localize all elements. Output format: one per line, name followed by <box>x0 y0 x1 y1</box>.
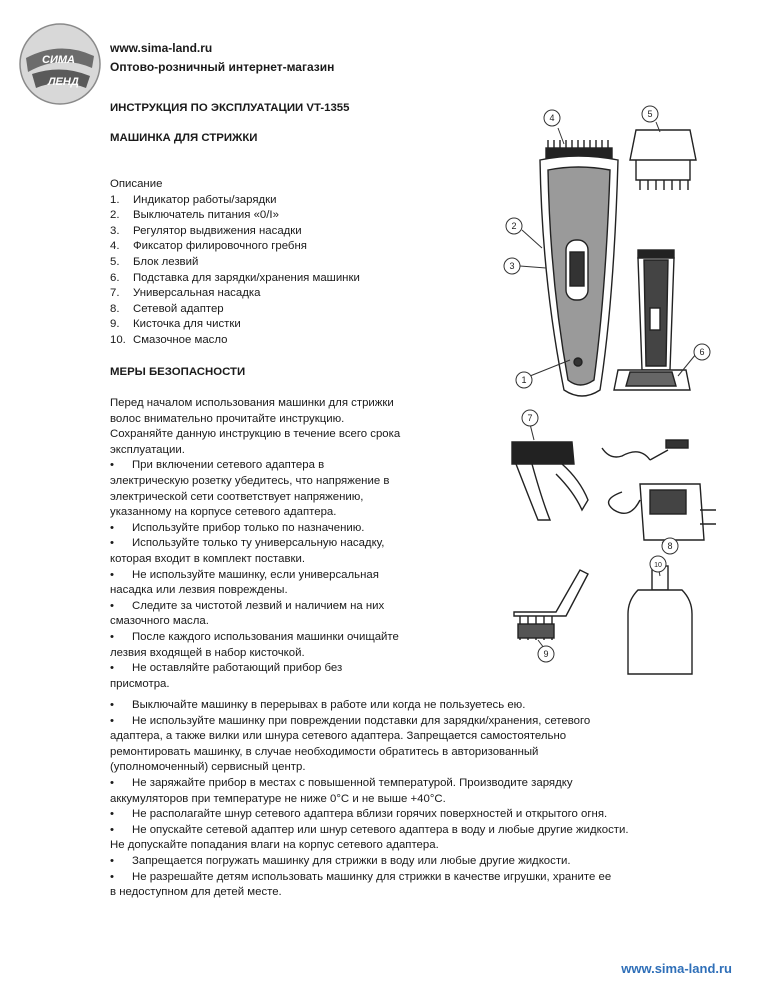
safety-bullet-line <box>110 807 710 823</box>
footer-site-url[interactable]: www.sima-land.ru <box>621 961 732 976</box>
blade-block-illustration <box>630 130 696 190</box>
safety-bullet-text: (уполномоченный) сервисный центр. <box>110 761 306 774</box>
safety-bullet-line <box>110 745 710 761</box>
description-item <box>110 271 360 287</box>
label-6: 6 <box>699 347 705 357</box>
safety-bullet-text: Следите за чистотой лезвий и наличием на них <box>132 599 385 612</box>
bullet-icon: • <box>110 776 114 789</box>
description-item-number: 1. <box>110 193 120 206</box>
safety-bullet-line <box>110 536 455 552</box>
bullet-icon: • <box>110 521 114 534</box>
safety-wide-block <box>110 698 710 901</box>
safety-bullet-text: Используйте только ту универсальную насадку, <box>132 537 385 550</box>
safety-bullet-line <box>110 792 710 808</box>
manual-title: ИНСТРУКЦИЯ ПО ЭКСПЛУАТАЦИИ VT-1355 <box>110 102 350 114</box>
label-4: 4 <box>549 113 555 123</box>
safety-intro-line: Перед началом использования машинки для стрижки <box>110 397 394 409</box>
safety-bullet-text: лезвия входящей в набор кисточкой. <box>110 646 305 659</box>
safety-bullet-text: Не опускайте сетевой адаптер или шнур сетевого адаптера в воду и любые другие жидкости. <box>132 823 629 836</box>
safety-bullet-text: При включении сетевого адаптера в <box>132 459 325 472</box>
safety-bullet-line <box>110 714 710 730</box>
description-item <box>110 255 360 271</box>
site-url[interactable]: www.sima-land.ru <box>110 41 213 55</box>
description-item-text: Смазочное масло <box>133 333 228 346</box>
safety-bullet-text: После каждого использования машинки очищайте <box>132 630 399 643</box>
description-item <box>110 317 360 333</box>
bullet-icon: • <box>110 662 114 675</box>
label-3: 3 <box>509 261 515 271</box>
description-item-number: 9. <box>110 318 120 331</box>
description-item-text: Блок лезвий <box>133 255 199 268</box>
safety-bullet-line <box>110 760 710 776</box>
cleaning-brush-illustration <box>514 570 588 640</box>
label-9: 9 <box>543 649 549 659</box>
header <box>110 39 334 77</box>
bullet-icon: • <box>110 459 114 472</box>
safety-heading: МЕРЫ БЕЗОПАСНОСТИ <box>110 366 246 378</box>
safety-bullet-line <box>110 698 710 714</box>
shop-subtitle: Оптово-розничный интернет-магазин <box>110 60 335 74</box>
logo-text-bottom: ЛЕНД <box>48 76 79 88</box>
description-section <box>110 177 360 349</box>
bullet-icon: • <box>110 714 114 727</box>
comb-attachment-illustration <box>512 442 588 520</box>
bullet-icon: • <box>110 537 114 550</box>
description-item-number: 2. <box>110 209 120 222</box>
bullet-icon: • <box>110 568 114 581</box>
description-item-text: Фиксатор филировочного гребня <box>133 240 307 253</box>
safety-bullet-line <box>110 474 455 490</box>
description-item-number: 7. <box>110 287 120 300</box>
safety-bullet-text: указанному на корпусе сетевого адаптера. <box>110 506 337 519</box>
bullet-icon: • <box>110 870 114 883</box>
safety-bullet-line <box>110 885 710 901</box>
bullet-icon: • <box>110 699 114 711</box>
safety-bullet-text: адаптера, а также вилки или шнура сетевого адаптера. Запрещается самостоятельно <box>110 730 567 743</box>
description-item-text: Кисточка для чистки <box>133 318 241 331</box>
power-adapter-illustration <box>602 440 716 540</box>
label-1: 1 <box>521 375 527 385</box>
safety-intro-line: волос внимательно прочитайте инструкцию. <box>110 412 345 425</box>
safety-bullet-line <box>110 823 710 839</box>
description-item-text: Сетевой адаптер <box>133 302 224 315</box>
description-item-number: 6. <box>110 271 120 284</box>
safety-bullet-line <box>110 854 710 870</box>
safety-bullet-text: в недоступном для детей месте. <box>110 886 282 899</box>
safety-bullet-text: ремонтировать машинку, в случае необходимости обратитесь в авторизованный <box>110 745 539 758</box>
safety-bullet-line <box>110 490 455 506</box>
description-item-text: Подставка для зарядки/хранения машинки <box>133 271 360 284</box>
description-item <box>110 224 360 240</box>
safety-bullet-text: Не используйте машинку, если универсальная <box>132 568 379 581</box>
description-item <box>110 208 360 224</box>
description-item-text: Выключатель питания «0/I» <box>133 209 279 222</box>
description-item <box>110 302 360 318</box>
description-item-number: 3. <box>110 224 120 237</box>
description-item-text: Регулятор выдвижения насадки <box>133 224 302 237</box>
description-item-number: 5. <box>110 255 120 268</box>
safety-bullet-text: Запрещается погружать машинку для стрижки в воду или любые другие жидкости. <box>132 854 571 867</box>
safety-bullet-line <box>110 583 455 599</box>
description-item <box>110 333 360 349</box>
safety-bullet-line <box>110 870 710 886</box>
description-list <box>110 193 360 349</box>
safety-bullet-text: Используйте прибор только по назначению. <box>132 521 365 534</box>
safety-bullet-line <box>110 599 455 615</box>
sima-land-logo <box>18 22 102 106</box>
clipper-illustration <box>540 140 618 396</box>
safety-intro-line: эксплуатации. <box>110 443 185 456</box>
bullet-icon: • <box>110 808 114 821</box>
description-heading: Описание <box>110 178 163 190</box>
safety-bullet-text: Не разрешайте детям использовать машинку для стрижки в качестве игрушки, храните ее <box>132 870 612 883</box>
label-7: 7 <box>527 413 533 423</box>
description-item-number: 4. <box>110 240 120 253</box>
safety-bullet-line <box>110 838 710 854</box>
safety-bullet-text: электрической сети соответствует напряжению, <box>110 490 364 503</box>
safety-bullet-text: присмотра. <box>110 677 170 690</box>
product-diagram <box>490 100 750 680</box>
safety-bullet-line <box>110 552 455 568</box>
safety-intro-line: Сохраняйте данную инструкцию в течение всего срока <box>110 428 401 441</box>
description-item-text: Универсальная насадка <box>133 287 261 300</box>
label-8: 8 <box>667 541 673 551</box>
charging-stand-illustration <box>614 250 690 390</box>
safety-bullet-text: Не используйте машинку при повреждении подставки для зарядки/хранения, сетевого <box>132 714 591 727</box>
safety-bullet-text: аккумуляторов при температуре не ниже 0°С и не выше +40°С. <box>110 792 446 805</box>
safety-bullet-text: Не допускайте попадания влаги на корпус сетевого адаптера. <box>110 839 439 852</box>
safety-bullet-text: Не заряжайте прибор в местах с повышенной температурой. Производите зарядку <box>132 776 573 789</box>
safety-bullet-text: насадка или лезвия повреждены. <box>110 584 288 597</box>
description-item <box>110 193 360 209</box>
safety-bullet-line <box>110 458 455 474</box>
safety-bullet-text: смазочного масла. <box>110 615 209 628</box>
description-item <box>110 239 360 255</box>
label-10: 10 <box>654 562 662 569</box>
description-item-number: 8. <box>110 302 120 315</box>
description-item-text: Индикатор работы/зарядки <box>133 193 277 206</box>
safety-bullet-text: электрическую розетку убедитесь, что напряжение в <box>110 474 390 487</box>
description-item-number: 10. <box>110 333 126 346</box>
bullet-icon: • <box>110 599 114 612</box>
safety-bullet-line <box>110 505 455 521</box>
safety-bullet-text: которая входит в комплект поставки. <box>110 552 306 565</box>
product-title: МАШИНКА ДЛЯ СТРИЖКИ <box>110 132 258 144</box>
bullet-icon: • <box>110 630 114 643</box>
safety-bullet-line <box>110 661 455 677</box>
safety-bullet-line <box>110 568 455 584</box>
bullet-icon: • <box>110 823 114 836</box>
oil-bottle-illustration <box>628 566 692 674</box>
safety-bullet-text: Не располагайте шнур сетевого адаптера вблизи горячих поверхностей и открытого огня. <box>132 808 608 821</box>
safety-bullet-line <box>110 630 455 646</box>
safety-bullet-line <box>110 677 455 693</box>
safety-bullet-line <box>110 646 455 662</box>
bullet-icon: • <box>110 854 114 867</box>
safety-bullet-line <box>110 776 710 792</box>
safety-bullet-line <box>110 614 455 630</box>
logo-text-top: СИМА <box>42 54 75 66</box>
safety-bullet-line <box>110 729 710 745</box>
label-5: 5 <box>647 109 653 119</box>
safety-bullet-text: Выключайте машинку в перерывах в работе или когда не пользуетесь ею. <box>132 699 526 711</box>
safety-bullet-line <box>110 521 455 537</box>
safety-bullet-text: Не оставляйте работающий прибор без <box>132 662 343 675</box>
safety-narrow-block <box>110 396 455 692</box>
description-item <box>110 286 360 302</box>
label-2: 2 <box>511 221 517 231</box>
